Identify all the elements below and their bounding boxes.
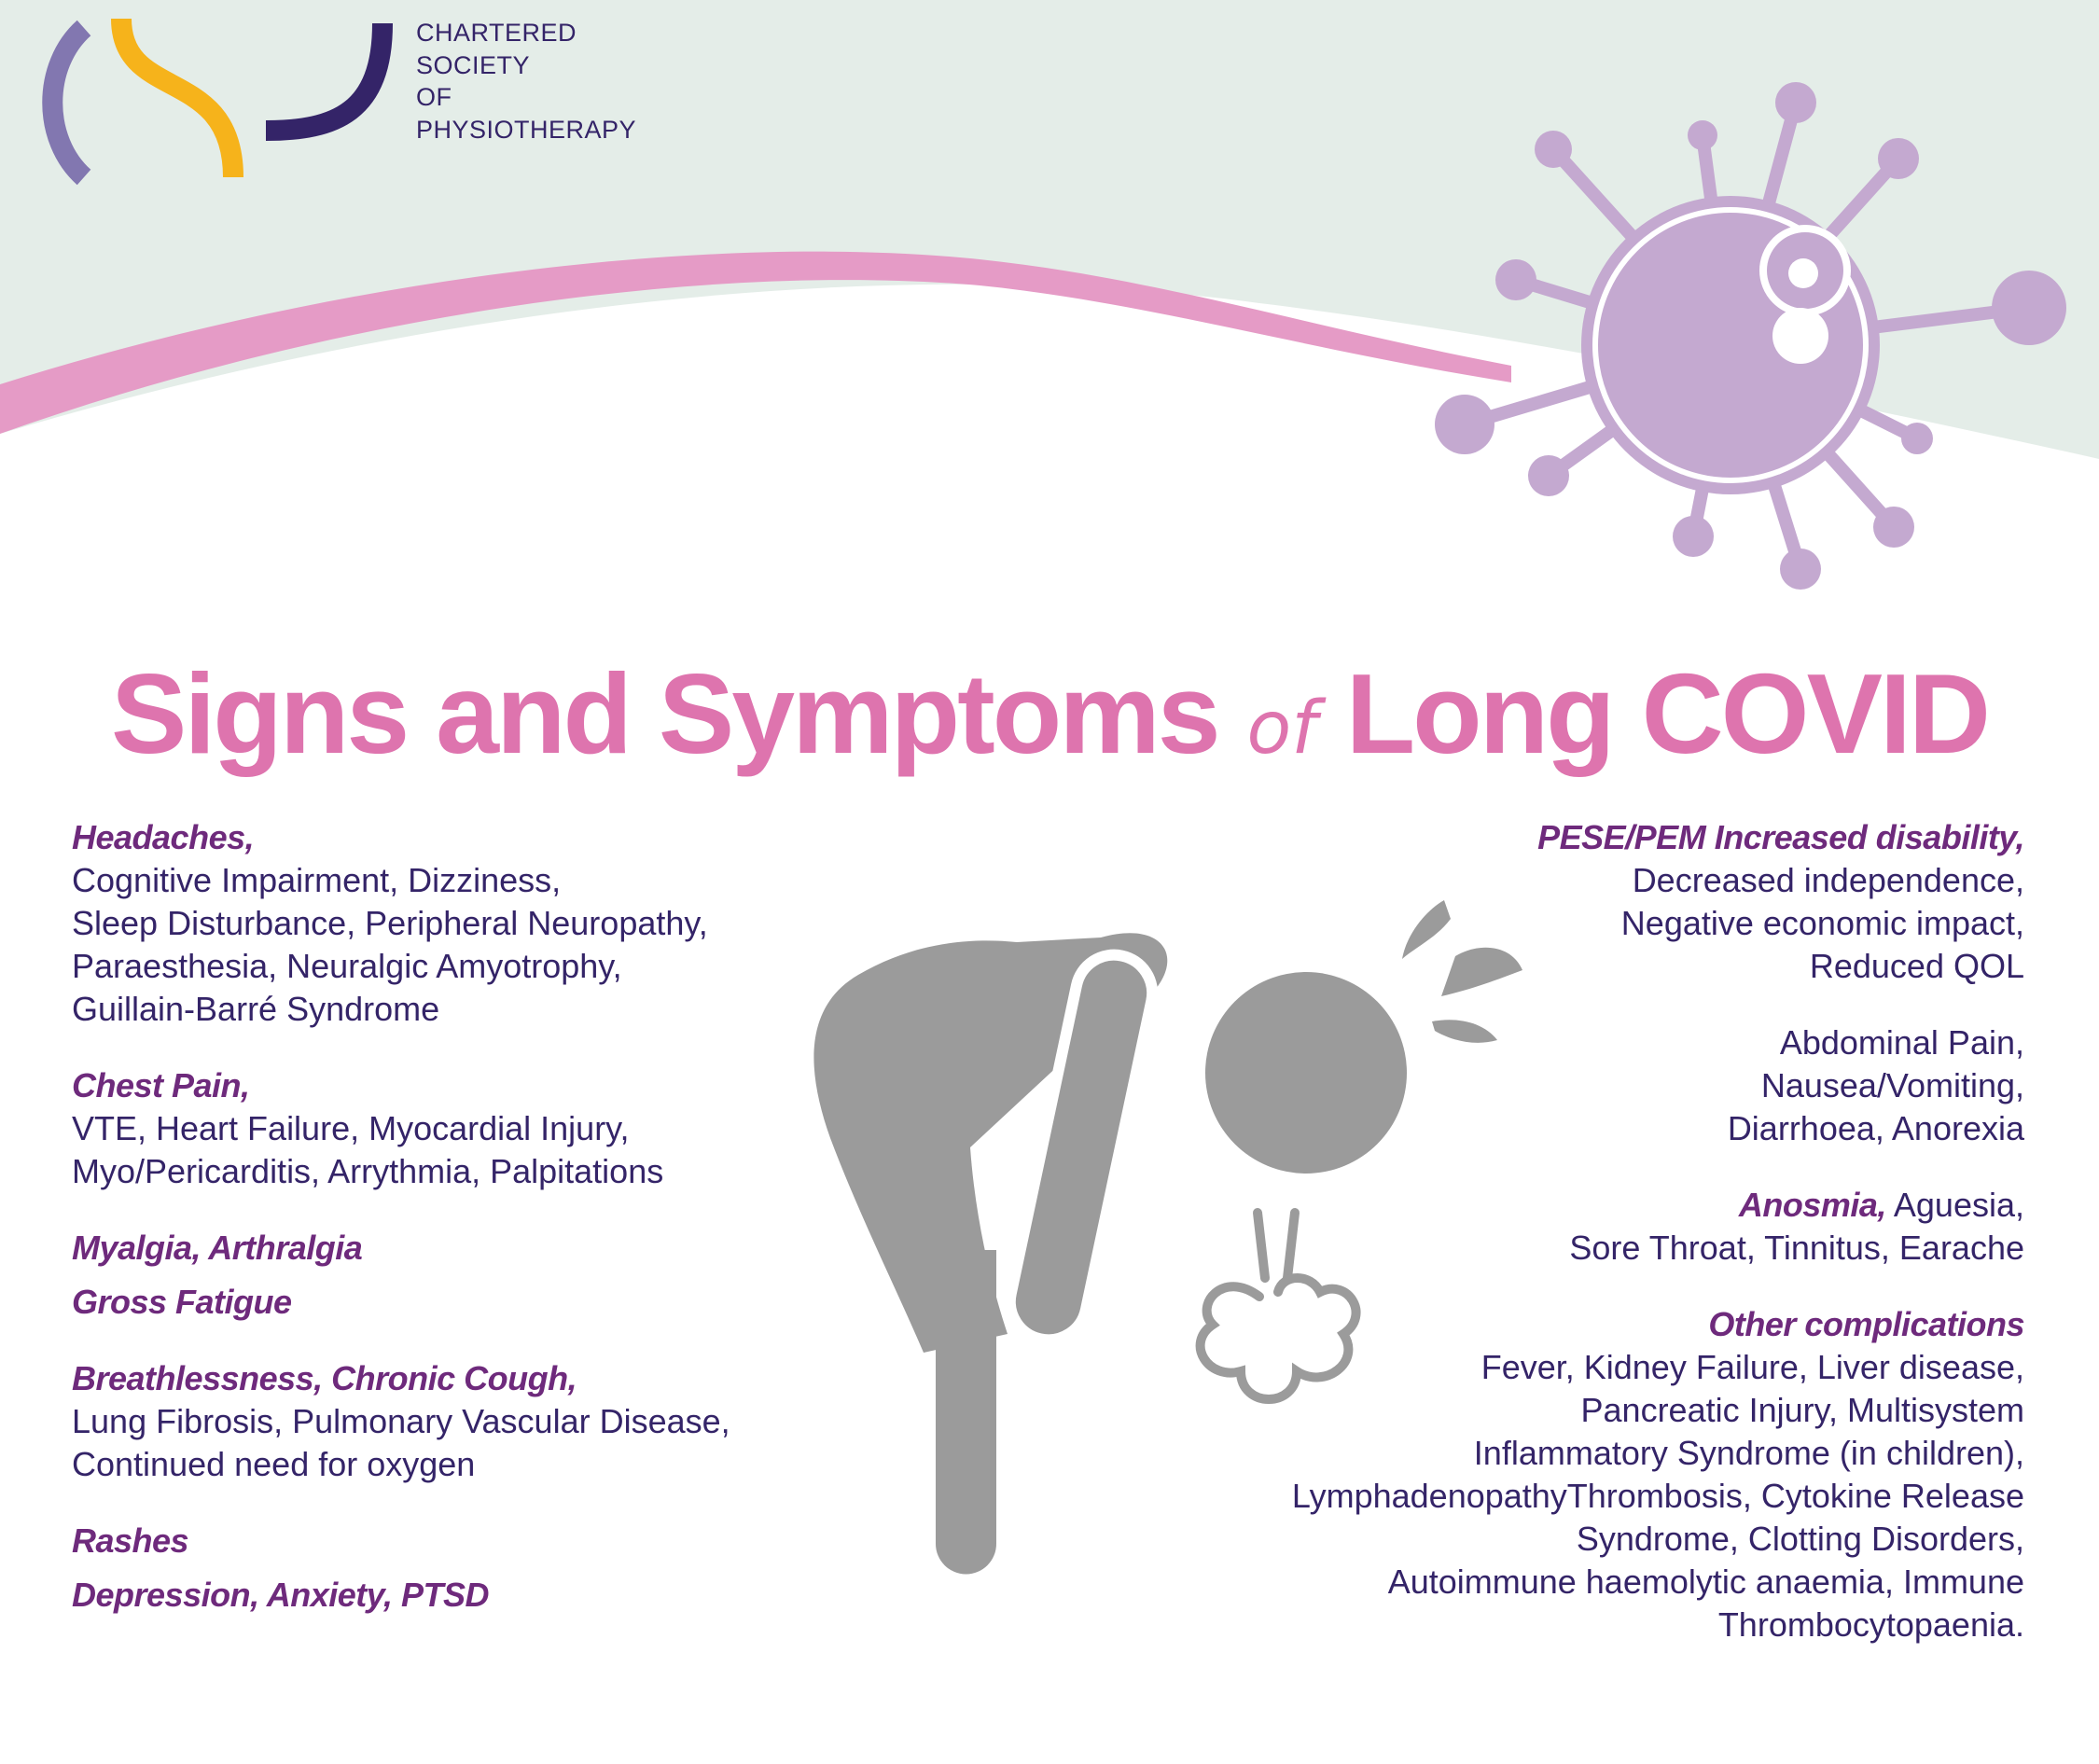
page-title [0, 644, 2099, 799]
group-heading: Breathlessness, Chronic Cough, [72, 1359, 577, 1397]
group-heading: Anosmia, [1738, 1186, 1886, 1224]
group-line: Negative economic impact, [1620, 904, 2024, 942]
group-heading: Chest Pain, [72, 1066, 250, 1104]
logo-line-4: PHYSIOTHERAPY [416, 115, 637, 144]
group-heading: Rashes [72, 1521, 189, 1560]
symptom-group-chest-pain [72, 1064, 902, 1193]
group-line: LymphadenopathyThrombosis, Cytokine Release [1291, 1477, 2024, 1515]
symptom-group-anosmia [1194, 1184, 2024, 1270]
group-first-line-rest: Aguesia, [1885, 1186, 2024, 1224]
group-line: Syndrome, Clotting Disorders, [1576, 1520, 2024, 1558]
group-line: Sore Throat, Tinnitus, Earache [1569, 1229, 2024, 1267]
group-line: Diarrhoea, Anorexia [1727, 1109, 2024, 1147]
group-heading: Gross Fatigue [72, 1283, 292, 1321]
symptom-group-pese-pem [1194, 816, 2024, 988]
group-line: Decreased independence, [1632, 861, 2024, 899]
group-line: Abdominal Pain, [1779, 1023, 2024, 1062]
group-first-line [1194, 1184, 2024, 1227]
symptom-group-breathlessness [72, 1357, 902, 1486]
group-heading: PESE/PEM Increased disability, [1537, 818, 2024, 856]
symptom-group-other [1194, 1303, 2024, 1646]
symptom-group-abdominal [1194, 1021, 2024, 1150]
symptom-group-myalgia [72, 1227, 902, 1270]
group-line: Autoimmune haemolytic anaemia, Immune [1387, 1563, 2024, 1601]
title-part-2: Long COVID [1345, 650, 1988, 777]
symptom-group-depression [72, 1574, 902, 1617]
group-line: Fever, Kidney Failure, Liver disease, [1480, 1348, 2024, 1386]
group-heading: Other complications [1708, 1305, 2024, 1343]
group-line: Nausea/Vomiting, [1760, 1066, 2024, 1104]
group-line: Guillain-Barré Syndrome [72, 990, 440, 1028]
group-line: VTE, Heart Failure, Myocardial Injury, [72, 1109, 630, 1147]
symptom-group-fatigue [72, 1281, 902, 1324]
title-connector: of [1246, 687, 1317, 771]
group-line: Lung Fibrosis, Pulmonary Vascular Disease, [72, 1402, 730, 1440]
group-heading: Headaches, [72, 818, 255, 856]
group-line: Cognitive Impairment, Dizziness, [72, 861, 562, 899]
group-line: Continued need for oxygen [72, 1445, 476, 1483]
logo-line-3: OF [416, 83, 452, 111]
left-symptom-column [72, 816, 902, 1650]
group-line: Paraesthesia, Neuralgic Amyotrophy, [72, 947, 622, 985]
group-line: Inflammatory Syndrome (in children), [1473, 1434, 2024, 1472]
group-line: Sleep Disturbance, Peripheral Neuropathy, [72, 904, 708, 942]
symptom-group-headaches [72, 816, 902, 1031]
group-line: Pancreatic Injury, Multisystem [1580, 1391, 2024, 1429]
logo-wordmark [416, 17, 696, 146]
logo-line-2: SOCIETY [416, 50, 531, 79]
symptom-group-rashes [72, 1520, 902, 1563]
right-symptom-column [1194, 816, 2024, 1680]
group-line: Thrombocytopaenia. [1717, 1605, 2024, 1644]
group-heading: Depression, Anxiety, PTSD [72, 1576, 489, 1614]
title-part-1: Signs and Symptoms [111, 650, 1218, 777]
group-line: Reduced QOL [1809, 947, 2024, 985]
group-heading: Myalgia, Arthralgia [72, 1229, 363, 1267]
logo-line-1: CHARTERED [416, 19, 577, 47]
group-line: Myo/Pericarditis, Arrythmia, Palpitations [72, 1152, 664, 1190]
